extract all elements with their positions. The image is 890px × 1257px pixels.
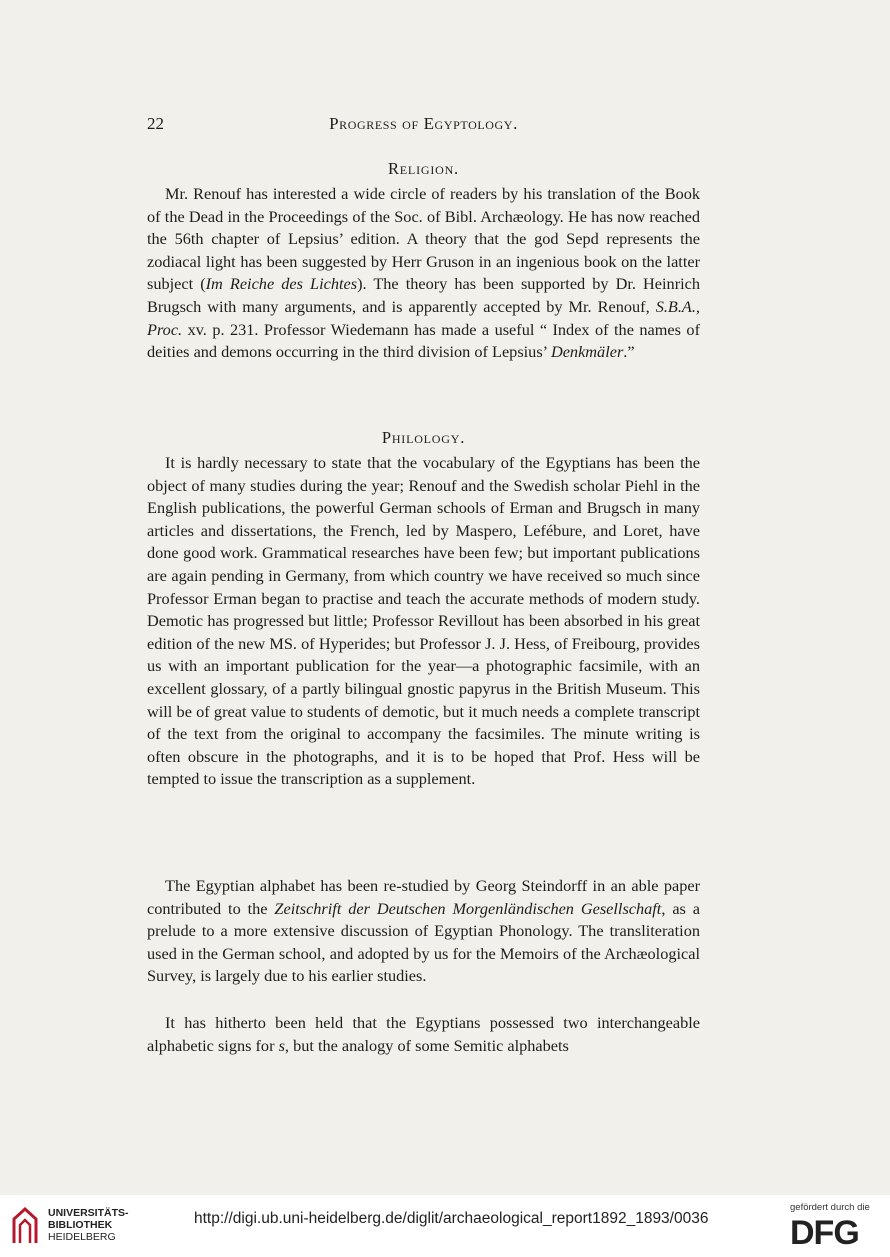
paragraph-philology-1: It is hardly necessary to state that the vocabulary of the Egyptians has been the object of many studies during the year; Renouf and the Swedish scholar Piehl in the English publications, the powerful German schools of Erman and Brugsch in many articles and dissertations, the French, led by Maspero, Lefébure, and Loret, have done good work. Grammatical researches have been few; but important publications are again pending in Germany, from which country we have received so much since Professor Erman began to practise and teach the accurate methods of modern study. Demotic has progressed but little; Professor Revillout has been absorbed in his great edition of the new MS. of Hyperides; but Professor J. J. Hess, of Freibourg, provides us with an important publication for the year—a photographic facsimile, with an excellent glossary, of a partly bilingual gnostic papyrus in the British Museum. This will be of great value to students of demotic, but it much needs a complete transcript of the text from the original to accompany the facsimiles. The minute writing is often obscure in the photographs, and it is to be hoped that Prof. Hess will be tempted to issue the transcription as a supplement. [147,453,700,789]
page-number: 22 [147,114,164,133]
section-heading-philology: Philology. [381,428,466,447]
page-header [147,114,700,138]
digital-object-link[interactable]: http://digi.ub.uni-heidelberg.de/diglit/archaeological_report1892_1893/0036 [194,1210,709,1227]
funding-note: gefördert durch die [790,1202,870,1213]
digitization-footer [0,1195,890,1257]
university-library-logo-icon [10,1205,40,1245]
library-name: UNIVERSITÄTS- BIBLIOTHEK HEIDELBERG [48,1207,129,1243]
running-title: Progress of Egyptology. [329,114,518,133]
paragraph-philology-2: The Egyptian alphabet has been re-studied by Georg Steindorff in an able paper contributed to the Zeitschrift der Deutschen Morgenländischen Gesellschaft, as a prelude to a more extensive discussion of Egyptian Phonology. The transliteration used in the German school, and adopted by us for the Memoirs of the Archæological Survey, is largely due to his earlier studies. [147,876,701,986]
section-heading-religion: Religion. [388,159,459,178]
dfg-logo: DFG [790,1214,859,1252]
paragraph-religion: Mr. Renouf has interested a wide circle of readers by his translation of the Book of the Dead in the Proceedings of the Soc. of Bibl. Archæology. He has now reached the 56th chapter of Lepsius’ edition. A theory that the god Sepd represents the zodiacal light has been suggested by Herr Gruson in an ingenious book on the latter subject (Im Reiche des Lichtes). The theory has been supported by Dr. Heinrich Brugsch with many arguments, and is apparently accepted by Mr. Renouf, S.B.A., Proc. xv. p. 231. Professor Wiedemann has made a useful “ Index of the names of deities and demons occurring in the third division of Lepsius’ Denkmäler.” [147,184,701,362]
paragraph-philology-3: It has hitherto been held that the Egyptians possessed two interchangeable alphabetic signs for s, but the analogy of some Semitic alphabets [147,1013,700,1055]
